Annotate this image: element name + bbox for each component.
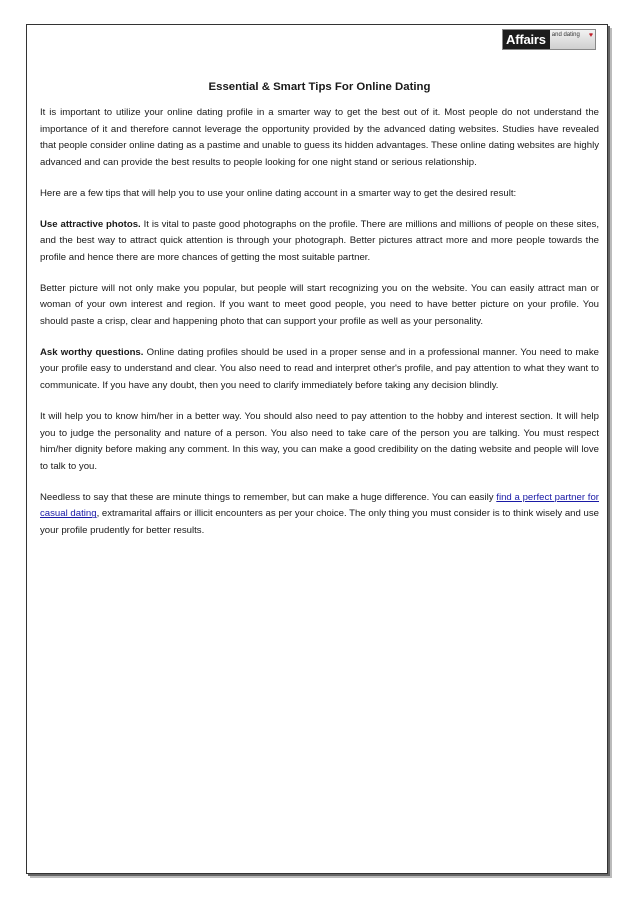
paragraph-conclusion (40, 490, 599, 540)
logo-tagline (550, 30, 595, 49)
logo-brand: Affairs (503, 30, 550, 49)
paragraph-photos-text: It is vital to paste good photographs on the profile. There are millions and millions of people on these sites, and the best way to attract quick attention is through your photograph. Better pictures attract more and more people towards the profile and hence there are more chances of getting the most suitable partner. (40, 218, 599, 263)
document-title: Essential & Smart Tips For Online Dating (208, 81, 431, 93)
paragraph-tips-intro: Here are a few tips that will help you to use your online dating account in a smarter way to get the desired result: (40, 187, 517, 199)
paragraph-questions (40, 345, 599, 395)
heading-ask-worthy-questions: Ask worthy questions. (40, 346, 144, 358)
conclusion-text-before: Needless to say that these are minute things to remember, but can make a huge difference. You can easily (40, 491, 497, 503)
heading-use-attractive-photos: Use attractive photos. (40, 218, 141, 230)
document-body (40, 80, 599, 554)
heart-icon: ♥ (588, 32, 593, 39)
paragraph-questions-text: Online dating profiles should be used in a proper sense and in a professional manner. You need to make your profile easy to understand and clear. You also need to read and interpret other's profile, and pay attention to what they want to communicate. If you have any doubt, then you need to clarify immediately before taking any decision blindly. (40, 346, 599, 392)
paragraph-intro: It is important to utilize your online dating profile in a smarter way to get the best out of it. Most people do not understand the importance of it and therefore cannot leverage the opportunity provided by the advanced dating websites. Studies have revealed that people consider online dating as a pastime and unable to guess its hidden advantages. These online dating websites are highly advanced and can provide the best results to people looking for one night stand or serious relationship. (40, 107, 599, 169)
paragraph-better-picture: Better picture will not only make you popular, but people will start recognizing you on the website. You can easily attract man or woman of your own interest and region. If you want to meet good people, you need to have better picture on your profile. You should paste a crisp, clear and happening photo that can support your profile as well as your personality. (40, 282, 599, 328)
paragraph-know-better: It will help you to know him/her in a better way. You should also need to pay attention to the hobby and interest section. It will help you to judge the personality and nature of a person. You also need to take care of the person you are talking. You must respect him/her dignity before making any comment. In this way, you can make a good credibility on the dating website and people will love to talk to you. (40, 410, 599, 472)
conclusion-text-after: , extramarital affairs or illicit encounters as per your choice. The only thing you must consider is to think wisely and use your profile prudently for better results. (40, 508, 599, 537)
affairs-logo[interactable] (502, 29, 596, 50)
logo-tagline-text: and dating (551, 32, 580, 38)
casual-dating-link[interactable]: find a perfect partner for casual dating (40, 491, 599, 520)
paragraph-photos (40, 217, 599, 267)
